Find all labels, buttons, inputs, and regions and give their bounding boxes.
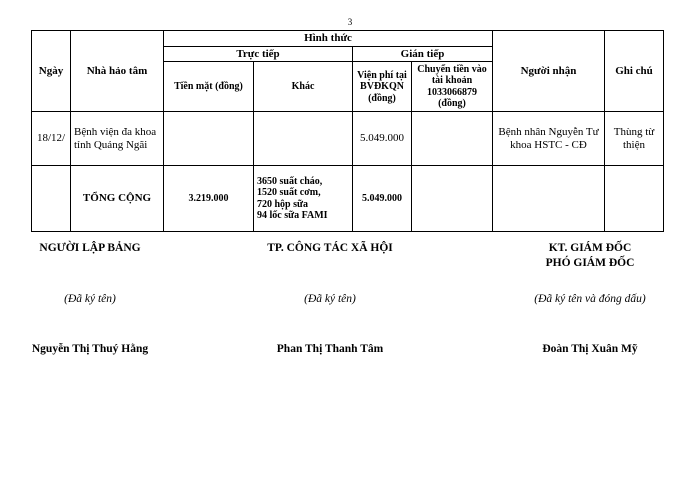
header-ghi-chu: Ghi chú (605, 31, 664, 112)
signer-3-subtitle: PHÓ GIÁM ĐỐC (545, 257, 635, 269)
header-nguoi-nhan: Người nhận (493, 31, 605, 112)
cell-khac (254, 112, 353, 166)
signer-1-title: NGƯỜI LẬP BẢNG (39, 242, 141, 254)
header-nha-hao-tam: Nhà hảo tâm (71, 31, 164, 112)
total-khac-line: 3650 suất cháo, (257, 175, 323, 187)
total-khac-line: 1520 suất cơm, (257, 187, 321, 199)
cell-tien-mat (164, 112, 254, 166)
signer-2-title: TP. CÔNG TÁC XÃ HỘI (267, 242, 393, 254)
header-gian-tiep: Gián tiếp (353, 46, 493, 62)
header-truc-tiep: Trực tiếp (164, 46, 353, 62)
signer-1-note: (Đã ký tên) (64, 293, 116, 305)
signer-2-name: Phan Thị Thanh Tâm (276, 343, 384, 355)
header-ngay: Ngày (32, 31, 71, 112)
cell-vien-phi: 5.049.000 (353, 112, 412, 166)
total-khac (254, 166, 353, 232)
cell-nha-hao-tam: Bệnh viện đa khoa tỉnh Quảng Ngãi (71, 112, 164, 166)
header-chuyen-tien: Chuyển tiền vào tài khoản 1033066879 (đồng) (412, 62, 493, 112)
signer-3-note: (Đã ký tên và đóng dấu) (534, 293, 646, 305)
signer-1-name: Nguyễn Thị Thuý Hằng (31, 343, 149, 355)
total-khac-line: 720 hộp sữa (257, 198, 309, 210)
total-row (32, 166, 664, 232)
total-vien-phi: 5.049.000 (353, 166, 412, 232)
cell-chuyen-tien (412, 112, 493, 166)
table-row (32, 112, 664, 166)
total-khac-line: 94 lốc sữa FAMI (257, 210, 328, 222)
cell-ngay: 18/12/ (32, 112, 71, 166)
header-hinh-thuc: Hình thức (164, 31, 493, 47)
signer-2-note: (Đã ký tên) (304, 293, 356, 305)
total-label: TỔNG CỘNG (71, 166, 164, 232)
donation-table (31, 30, 664, 232)
signer-3-title: KT. GIÁM ĐỐC (548, 242, 632, 254)
signer-3-name: Đoàn Thị Xuân Mỹ (542, 343, 638, 355)
cell-ghi-chu: Thùng từ thiện (605, 112, 664, 166)
cell-nguoi-nhan: Bệnh nhân Nguyễn Tư khoa HSTC - CĐ (493, 112, 605, 166)
total-tien-mat: 3.219.000 (164, 166, 254, 232)
page-number: 3 (347, 17, 353, 27)
header-vien-phi: Viện phí tại BVĐKQN (đồng) (353, 62, 412, 112)
header-tien-mat: Tiền mặt (đồng) (164, 62, 254, 112)
header-khac: Khác (254, 62, 353, 112)
